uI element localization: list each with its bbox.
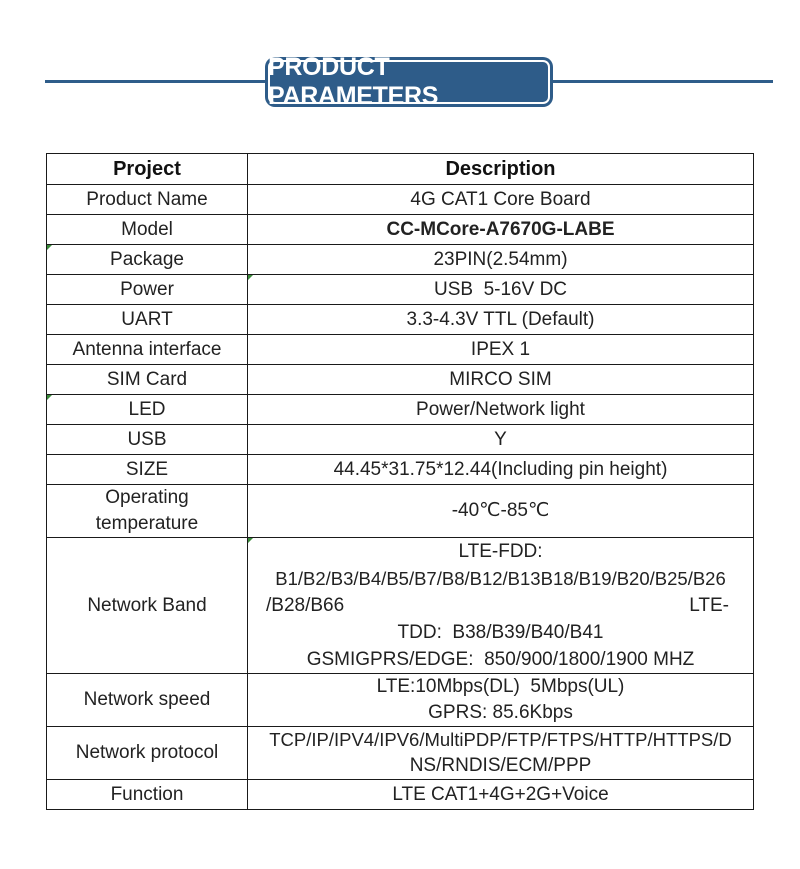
row-label: Product Name [47, 185, 248, 215]
value-line: TCP/IP/IPV4/IPV6/MultiPDP/FTP/FTPS/HTTP/HTTPS/D [269, 729, 732, 750]
row-value: Power/Network light [248, 395, 754, 425]
row-label: UART [47, 305, 248, 335]
table-row [47, 455, 754, 485]
table-row [47, 305, 754, 335]
table-row [47, 245, 754, 275]
row-value: 3.3-4.3V TTL (Default) [248, 305, 754, 335]
column-header-description: Description [248, 154, 754, 185]
row-label-line: Operating [105, 487, 189, 508]
row-label: Network speed [47, 674, 248, 727]
header-badge [268, 53, 550, 110]
row-value: 4G CAT1 Core Board [248, 185, 754, 215]
model-value: CC-MCore-A7670G-LABE [248, 215, 754, 245]
row-value: MIRCO SIM [248, 365, 754, 395]
table-row [47, 275, 754, 305]
band-line: GSMIGPRS/EDGE: 850/900/1800/1900 MHZ [306, 649, 695, 670]
table-row [47, 425, 754, 455]
row-value: IPEX 1 [248, 335, 754, 365]
row-label: Package [47, 245, 248, 275]
row-value [248, 674, 754, 727]
row-label: USB [47, 425, 248, 455]
table-row [47, 335, 754, 365]
table-row [47, 485, 754, 538]
row-label: SIM Card [47, 365, 248, 395]
band-line-part: /B28/B66 [266, 595, 345, 616]
row-value: USB 5-16V DC [248, 275, 754, 305]
value-line: NS/RNDIS/ECM/PPP [409, 755, 592, 776]
table-row [47, 185, 754, 215]
page-title: PRODUCT PARAMETERS [268, 53, 439, 110]
row-label: LED [47, 395, 248, 425]
band-line: B1/B2/B3/B4/B5/B7/B8/B12/B13B18/B19/B20/B25/B26 [275, 568, 726, 589]
column-header-project: Project [47, 154, 248, 185]
band-line [250, 592, 751, 619]
band-line-part: LTE- [689, 595, 729, 616]
row-label: Model [47, 215, 248, 245]
row-value: 44.45*31.75*12.44(Including pin height) [248, 455, 754, 485]
row-label: Antenna interface [47, 335, 248, 365]
row-value: -40℃-85℃ [248, 485, 754, 538]
row-label-line: temperature [95, 513, 199, 534]
value-line: LTE:10Mbps(DL) 5Mbps(UL) [376, 676, 625, 697]
table-row [47, 780, 754, 810]
table-row [47, 727, 754, 780]
table-header-row [47, 154, 754, 185]
row-label: SIZE [47, 455, 248, 485]
row-value: Y [248, 425, 754, 455]
table-row [47, 674, 754, 727]
table-row [47, 365, 754, 395]
row-label [47, 485, 248, 538]
parameters-table [46, 153, 754, 810]
row-label: Function [47, 780, 248, 810]
table-row [47, 215, 754, 245]
network-band-value [248, 538, 754, 674]
value-line: GPRS: 85.6Kbps [428, 702, 573, 723]
table-row [47, 538, 754, 674]
band-line: LTE-FDD: [458, 541, 543, 562]
row-label: Network protocol [47, 727, 248, 780]
band-line: TDD: B38/B39/B40/B41 [397, 622, 604, 643]
table-row [47, 395, 754, 425]
row-label: Power [47, 275, 248, 305]
row-value [248, 727, 754, 780]
row-value: LTE CAT1+4G+2G+Voice [248, 780, 754, 810]
row-label: Network Band [47, 538, 248, 674]
row-value: 23PIN(2.54mm) [248, 245, 754, 275]
